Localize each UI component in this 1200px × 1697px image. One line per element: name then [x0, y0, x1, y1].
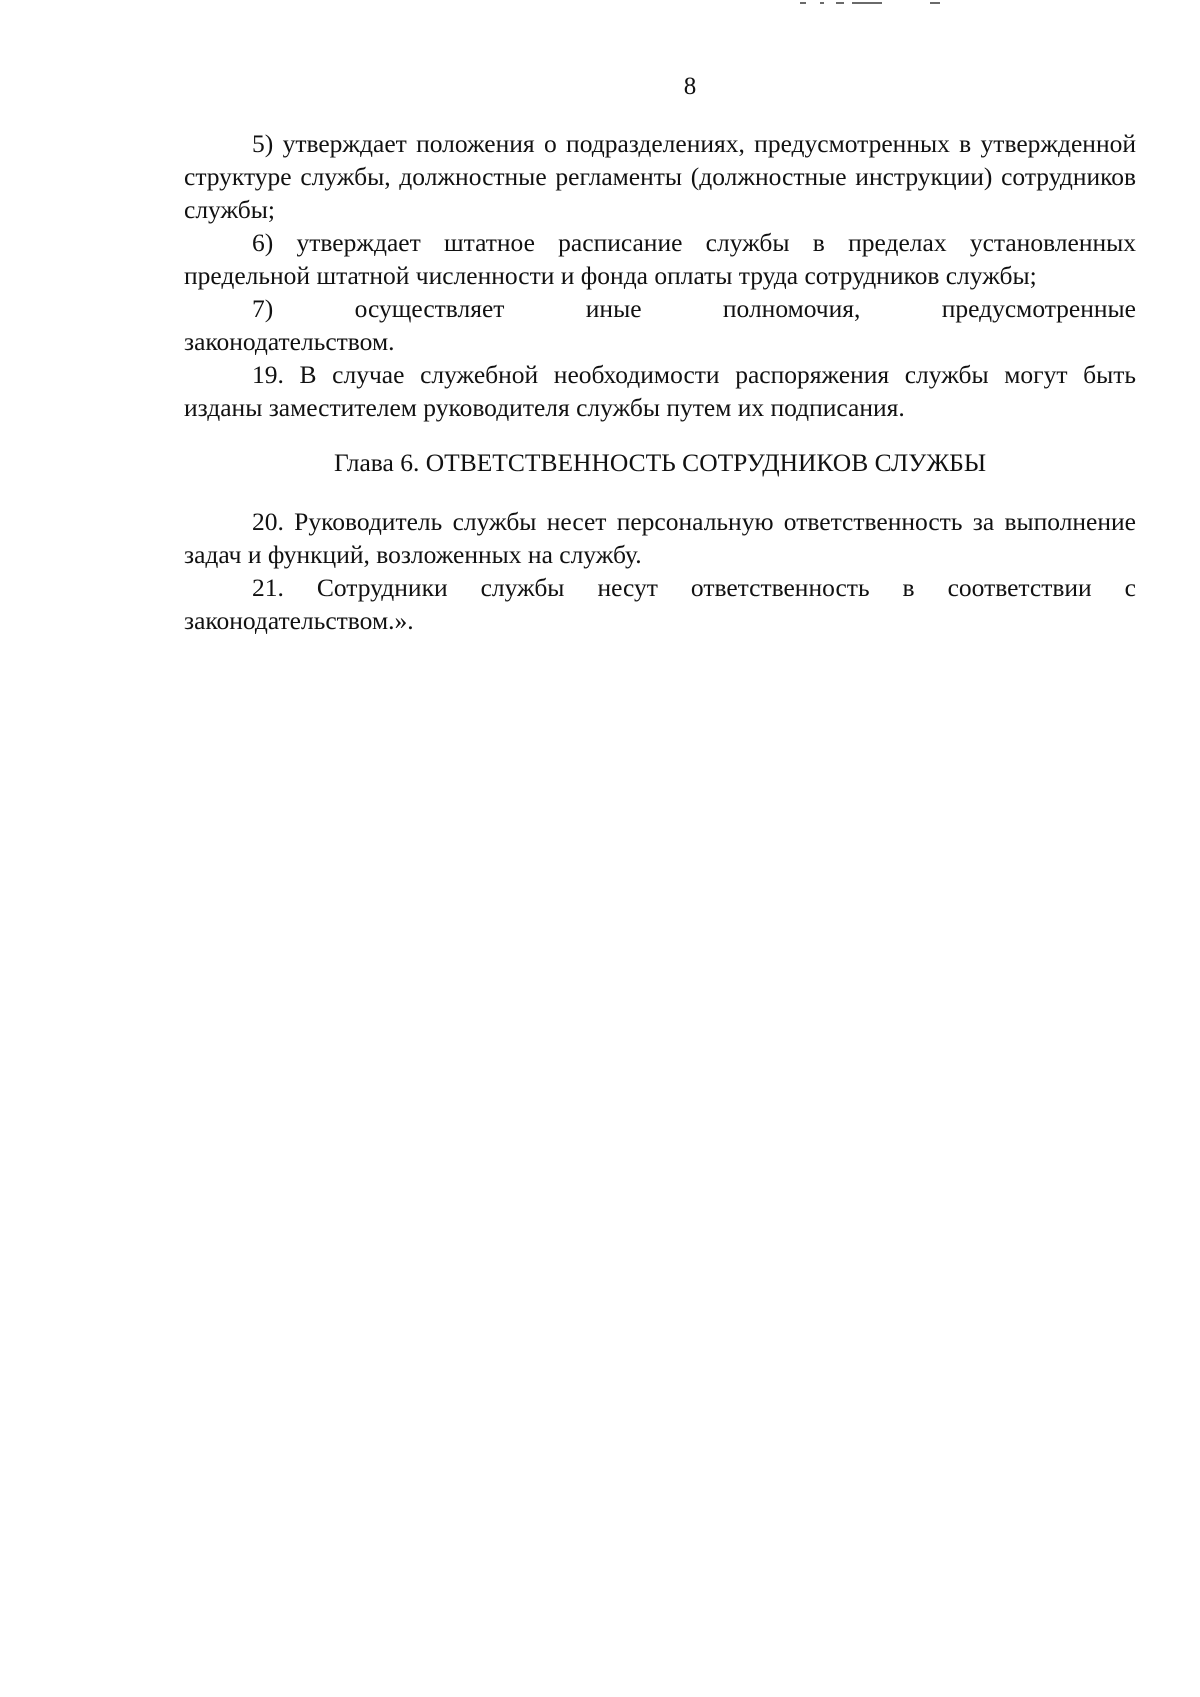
paragraph-item-6: 6) утверждает штатное расписание службы в пределах установленных предельной штатной численности и фонда оплаты труда сотрудников службы;	[184, 228, 1136, 290]
paragraph-clause-21: 21. Сотрудники службы несут ответственность в соответствии с законодательством.».	[184, 573, 1136, 635]
paragraph-item-7-continuation: законодательством.	[184, 327, 395, 356]
paragraph-clause-20: 20. Руководитель службы несет персональную ответственность за выполнение задач и функций, возложенных на службу.	[184, 507, 1136, 569]
scan-artifact-marks	[800, 0, 960, 8]
document-body	[184, 127, 1136, 637]
paragraph-item-5: 5) утверждает положения о подразделениях, предусмотренных в утвержденной структуре службы, должностные регламенты (должностные инструкции) сотрудников службы;	[184, 129, 1136, 224]
page-number: 8	[683, 73, 697, 100]
paragraph-clause-19: 19. В случае служебной необходимости распоряжения службы могут быть изданы заместителем руководителя службы путем их подписания.	[184, 360, 1136, 422]
paragraph-item-7: 7) осуществляет иные полномочия, предусмотренные	[252, 294, 1136, 323]
chapter-heading: Глава 6. ОТВЕТСТВЕННОСТЬ СОТРУДНИКОВ СЛУЖБЫ	[333, 448, 987, 477]
